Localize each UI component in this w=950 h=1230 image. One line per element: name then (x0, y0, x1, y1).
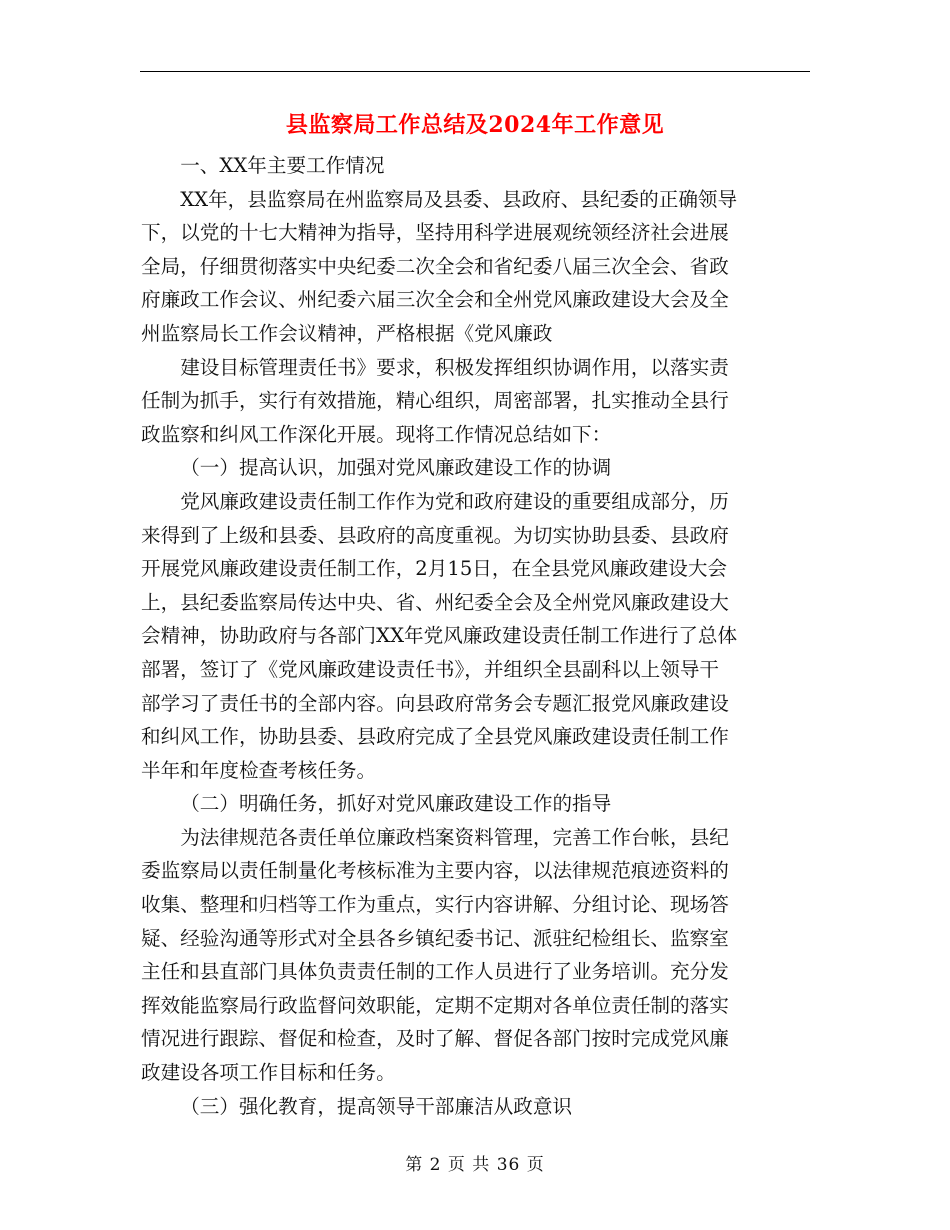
text-line: 主任和县直部门具体负责责任制的工作人员进行了业务培训。充分发 (141, 960, 729, 984)
text-line: 挥效能监察局行政监督问效职能，定期不定期对各单位责任制的落实 (141, 993, 729, 1017)
text-line: 任制为抓手，实行有效措施，精心组织，周密部署，扎实推动全县行 (141, 389, 729, 413)
text-line: 政监察和纠风工作深化开展。现将工作情况总结如下： (141, 422, 612, 446)
text-line: 全局，仔细贯彻落实中央纪委二次全会和省纪委八届三次全会、省政 (141, 254, 729, 278)
text-line: （一）提高认识，加强对党风廉政建设工作的协调 (180, 456, 612, 480)
text-line: 开展党风廉政建设责任制工作，2月15日，在全县党风廉政建设大会 (141, 557, 728, 581)
paragraph (141, 1090, 813, 1124)
text-line: 情况进行跟踪、督促和检查，及时了解、督促各部门按时完成党风廉 (141, 1027, 729, 1051)
text-line: 收集、整理和归档等工作为重点，实行内容讲解、分组讨论、现场答 (141, 893, 729, 917)
text-line: 会精神，协助政府与各部门XX年党风廉政建设责任制工作进行了总体 (141, 624, 738, 648)
text-line: （二）明确任务，抓好对党风廉政建设工作的指导 (180, 792, 612, 816)
paragraph (141, 149, 813, 183)
text-line: 州监察局长工作会议精神，严格根据《党风廉政 (141, 321, 553, 345)
page-footer: 第 2 页 共 36 页 (405, 1155, 545, 1175)
paragraph (141, 485, 813, 787)
text-line: （三）强化教育，提高领导干部廉洁从政意识 (180, 1094, 573, 1118)
text-line: 下，以党的十七大精神为指导，坚持用科学进展观统领经济社会进展 (141, 221, 729, 245)
text-line: 上，县纪委监察局传达中央、省、州纪委全会及全州党风廉政建设大 (141, 590, 729, 614)
text-line: 半年和年度检查考核任务。 (141, 758, 377, 782)
document-title: 县监察局工作总结及2024年工作意见 (285, 112, 665, 138)
paragraph (141, 183, 813, 351)
text-line: 政建设各项工作目标和任务。 (141, 1061, 396, 1085)
paragraph (141, 451, 813, 485)
text-line: 一、XX年主要工作情况 (180, 154, 385, 177)
text-line: 党风廉政建设责任制工作作为党和政府建设的重要组成部分，历 (180, 489, 729, 513)
text-line: 府廉政工作会议、州纪委六届三次全会和全州党风廉政建设大会及全 (141, 288, 729, 312)
text-line: 部学习了责任书的全部内容。向县政府常务会专题汇报党风廉政建设 (141, 691, 729, 715)
text-line: 来得到了上级和县委、县政府的高度重视。为切实协助县委、县政府 (141, 523, 729, 547)
text-line: 疑、经验沟通等形式对全县各乡镇纪委书记、派驻纪检组长、监察室 (141, 926, 729, 950)
paragraph (141, 351, 813, 452)
document-body (141, 149, 813, 1123)
text-line: 和纠风工作，协助县委、县政府完成了全县党风廉政建设责任制工作 (141, 725, 729, 749)
header-rule (140, 71, 810, 72)
paragraph (141, 787, 813, 821)
text-line: 为法律规范各责任单位廉政档案资料管理，完善工作台帐，县纪 (180, 825, 729, 849)
paragraph (141, 821, 813, 1090)
text-line: 部署，签订了《党风廉政建设责任书》，并组织全县副科以上领导干 (141, 657, 720, 681)
text-line: XX年，县监察局在州监察局及县委、县政府、县纪委的正确领导 (180, 187, 738, 211)
text-line: 建设目标管理责任书》要求，积极发挥组织协调作用，以落实责 (180, 355, 729, 379)
text-line: 委监察局以责任制量化考核标准为主要内容，以法律规范痕迹资料的 (141, 859, 729, 883)
